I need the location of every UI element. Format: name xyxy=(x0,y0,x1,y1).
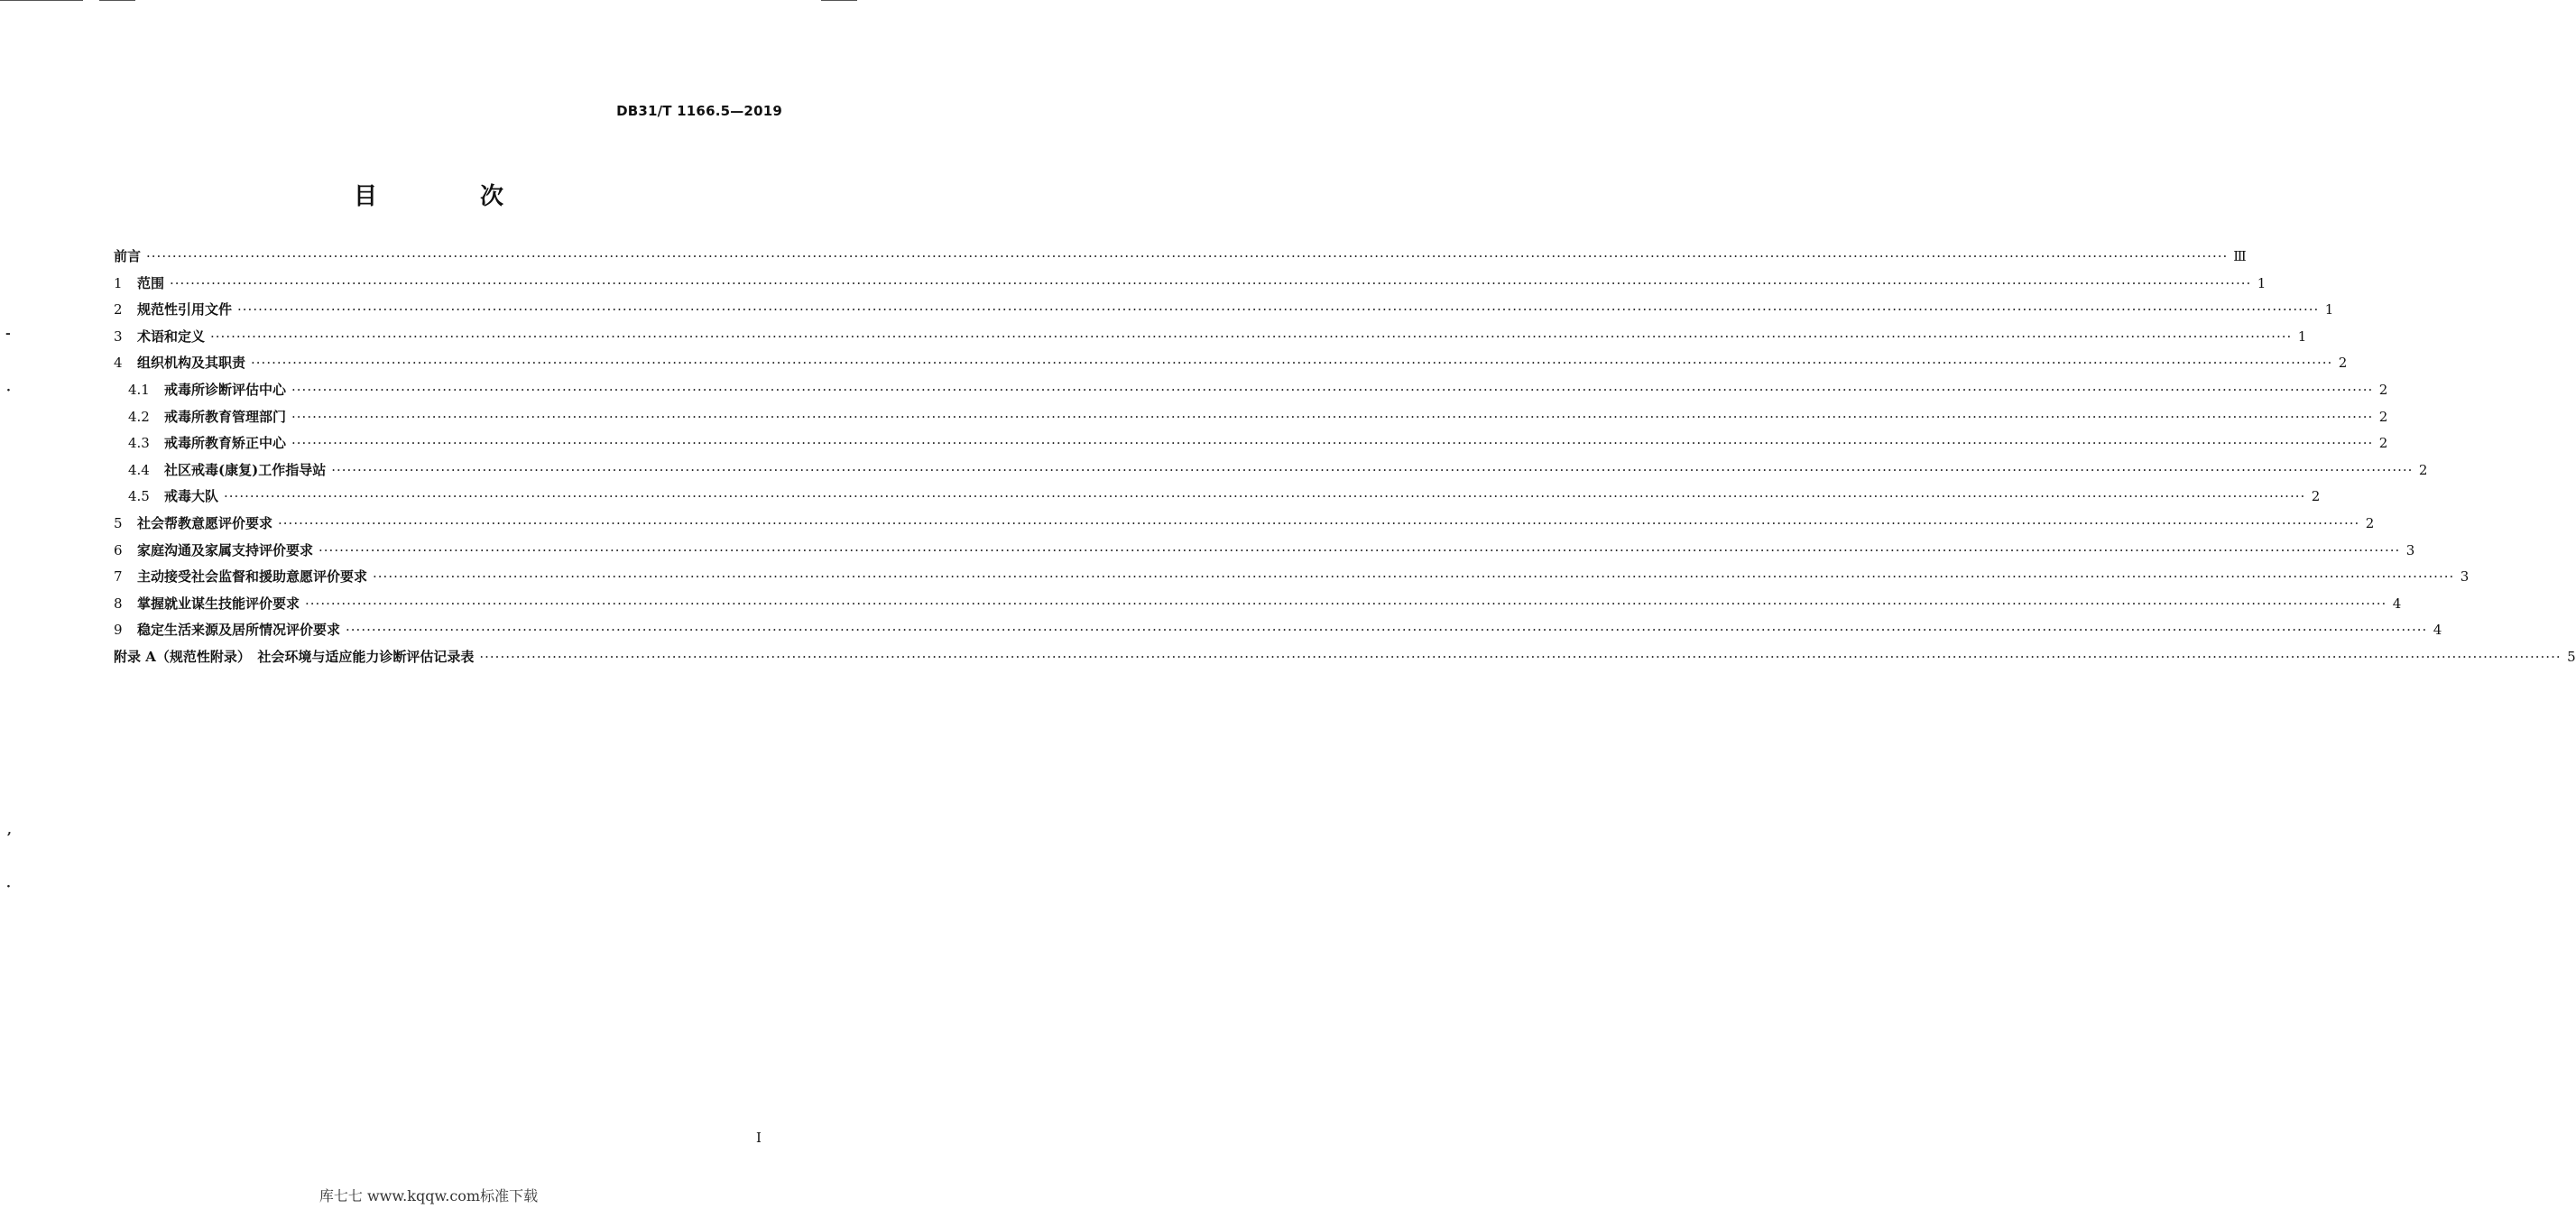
toc-entry-page: 1 xyxy=(2257,274,2267,291)
toc-entry-label: 戒毒所教育管理部门 xyxy=(164,408,287,425)
toc-entry-page: Ⅲ xyxy=(2233,248,2247,264)
toc-entry-number: 4 xyxy=(114,355,123,372)
toc-entry-page: 3 xyxy=(2405,541,2415,558)
toc-entry[interactable] xyxy=(114,300,2334,327)
page-folio: I xyxy=(756,1130,762,1146)
toc-dot-leader: ················································································································································································································································································································································································································ xyxy=(479,648,2562,665)
toc-entry-page: 1 xyxy=(2297,328,2307,345)
toc-entry[interactable] xyxy=(114,513,2375,540)
toc-dot-leader: ················································································································································································································································································································································································································ xyxy=(319,541,2401,558)
toc-entry-number: 4.5 xyxy=(128,488,150,505)
toc-dot-leader: ················································································································································································································································································································································································································ xyxy=(251,355,2333,372)
toc-entry[interactable] xyxy=(114,594,2402,621)
toc-entry-page: 2 xyxy=(2311,488,2321,505)
toc-entry-label: 组织机构及其职责 xyxy=(137,355,246,372)
toc-entry[interactable] xyxy=(114,620,2442,647)
toc-entry-page: 4 xyxy=(2433,622,2442,639)
toc-entry-number: 6 xyxy=(114,541,123,558)
scan-speck: , xyxy=(7,823,12,837)
toc-entry[interactable] xyxy=(114,486,2321,513)
toc-dot-leader: ················································································································································································································································································································································································································ xyxy=(331,461,2414,478)
toc-entry-page: 4 xyxy=(2392,595,2402,612)
scan-speck: · xyxy=(6,383,11,398)
toc-entry[interactable] xyxy=(114,433,2388,460)
toc-entry-label: 规范性引用文件 xyxy=(137,301,233,318)
toc-entry[interactable] xyxy=(114,460,2428,487)
toc-entry-number: 4.1 xyxy=(128,381,150,398)
toc-dot-leader: ················································································································································································································································································································································································································ xyxy=(291,435,2374,452)
toc-entry-page: 2 xyxy=(2418,461,2428,478)
toc-entry-page: 2 xyxy=(2378,435,2388,452)
scan-speck: · xyxy=(6,880,11,894)
toc-entry-number: 4.2 xyxy=(128,408,150,425)
toc-entry-label: 戒毒大队 xyxy=(164,488,219,505)
toc-entry[interactable] xyxy=(114,380,2388,407)
toc-dot-leader: ················································································································································································································································································································································································································ xyxy=(146,248,2229,264)
toc-entry-page: 5 xyxy=(2567,648,2576,665)
toc-dot-leader: ················································································································································································································································································································································································································ xyxy=(237,301,2320,318)
toc-entry-page: 3 xyxy=(2460,568,2470,586)
toc-entry-label: 戒毒所教育矫正中心 xyxy=(164,435,287,452)
top-rule xyxy=(0,0,83,1)
toc-entry[interactable] xyxy=(114,540,2415,567)
toc-entry-label: 前言 xyxy=(114,248,142,264)
toc-dot-leader: ················································································································································································································································································································································································································ xyxy=(291,408,2374,425)
toc-entry-label: 掌握就业谋生技能评价要求 xyxy=(137,595,300,612)
toc-dot-leader: ················································································································································································································································································································································································································ xyxy=(291,381,2374,398)
scan-speck: - xyxy=(5,327,11,341)
toc-entry-label: 家庭沟通及家属支持评价要求 xyxy=(137,541,314,558)
toc-entry-page: 2 xyxy=(2338,355,2348,372)
top-rule xyxy=(99,0,135,1)
toc-entry-page: 2 xyxy=(2365,514,2375,531)
toc-entry-number: 2 xyxy=(114,301,123,318)
toc-dot-leader: ················································································································································································································································································································································································································ xyxy=(170,274,2252,291)
toc-entry-number: 8 xyxy=(114,595,123,612)
document-number: DB31/T 1166.5—2019 xyxy=(616,103,782,119)
toc-entry[interactable] xyxy=(114,647,2576,674)
toc-dot-leader: ················································································································································································································································································································································································································ xyxy=(373,568,2455,586)
toc-entry-label: 范围 xyxy=(137,274,165,291)
toc-entry-label: 术语和定义 xyxy=(137,328,206,345)
toc-entry[interactable] xyxy=(114,567,2470,594)
toc-entry-label: 主动接受社会监督和援助意愿评价要求 xyxy=(137,568,368,586)
toc-entry[interactable] xyxy=(114,273,2267,300)
toc-dot-leader: ················································································································································································································································································································································································································ xyxy=(210,328,2293,345)
toc-entry-number: 5 xyxy=(114,514,123,531)
top-rule xyxy=(821,0,857,1)
toc-entry-label: 附录 A（规范性附录） 社会环境与适应能力诊断评估记录表 xyxy=(114,648,475,665)
toc-entry-page: 2 xyxy=(2378,408,2388,425)
toc-entry-number: 1 xyxy=(114,274,123,291)
page-title: 目 次 xyxy=(353,183,543,210)
toc-entry-label: 稳定生活来源及居所情况评价要求 xyxy=(137,622,341,639)
toc-entry[interactable] xyxy=(114,353,2348,380)
table-of-contents xyxy=(114,246,2576,674)
toc-entry-label: 社区戒毒(康复)工作指导站 xyxy=(164,461,327,478)
toc-entry-number: 3 xyxy=(114,328,123,345)
toc-entry[interactable] xyxy=(114,407,2388,434)
toc-entry-number: 4.3 xyxy=(128,435,150,452)
toc-dot-leader: ················································································································································································································································································································································································································ xyxy=(278,514,2360,531)
toc-entry-page: 2 xyxy=(2378,381,2388,398)
toc-entry-label: 戒毒所诊断评估中心 xyxy=(164,381,287,398)
toc-entry[interactable] xyxy=(114,246,2247,273)
toc-entry-label: 社会帮教意愿评价要求 xyxy=(137,514,273,531)
toc-dot-leader: ················································································································································································································································································································································································································ xyxy=(305,595,2387,612)
toc-dot-leader: ················································································································································································································································································································································································································ xyxy=(346,622,2428,639)
toc-entry-number: 9 xyxy=(114,622,123,639)
toc-entry-number: 7 xyxy=(114,568,123,586)
watermark-text: 库七七 www.kqqw.com标准下载 xyxy=(319,1187,539,1204)
toc-dot-leader: ················································································································································································································································································································································································································ xyxy=(224,488,2306,505)
toc-entry[interactable] xyxy=(114,327,2307,354)
toc-entry-page: 1 xyxy=(2324,301,2334,318)
toc-entry-number: 4.4 xyxy=(128,461,150,478)
